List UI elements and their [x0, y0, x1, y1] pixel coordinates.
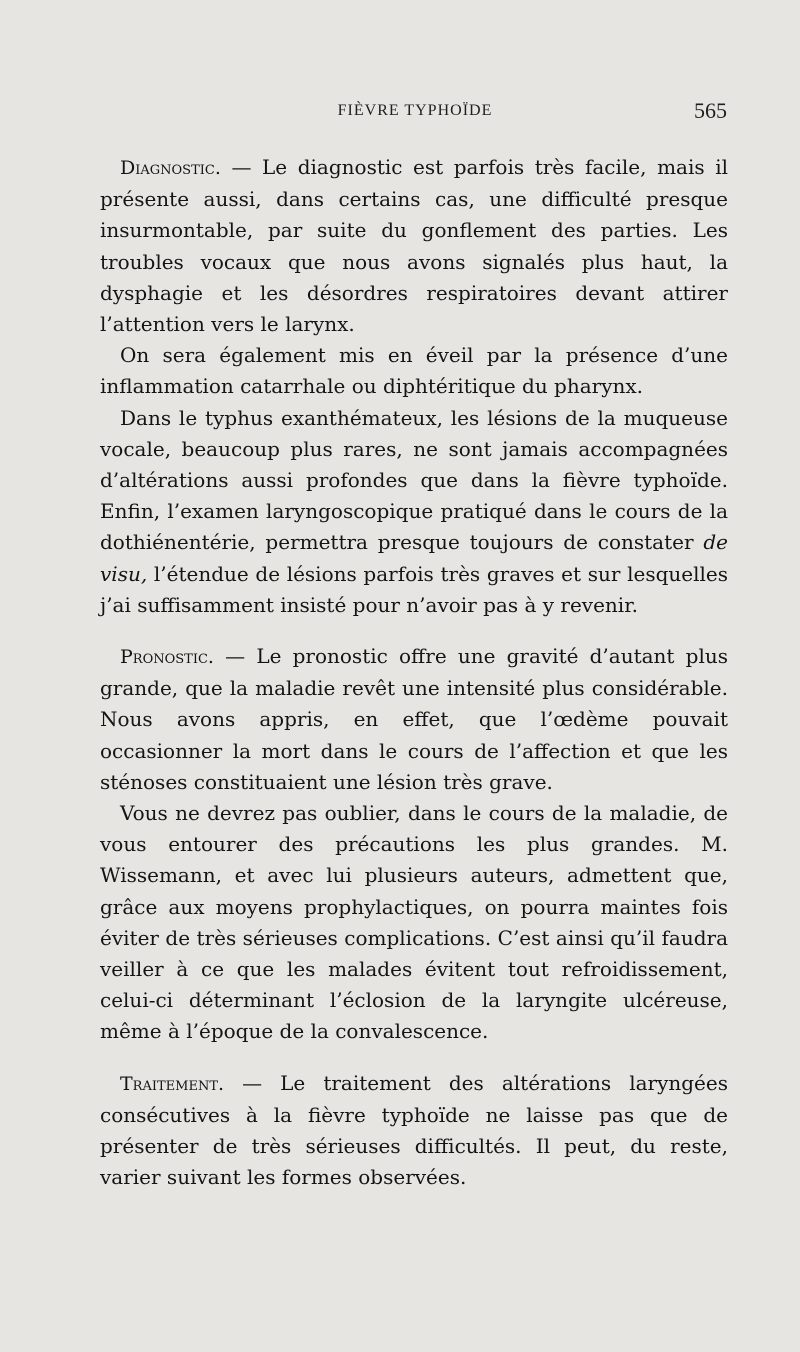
body-text: [100, 152, 728, 1194]
diagnostic-paragraph-2: On sera également mis en éveil par la présence d’une inflammation catarrhale ou diphtéritique du pharynx.: [100, 343, 728, 399]
diagnostic-paragraph-3: [100, 403, 728, 621]
page-header: [95, 98, 735, 132]
latin-phrase: de visu,: [100, 530, 728, 586]
section-gap: [100, 621, 728, 641]
diagnostic-paragraph-3-text-a: Dans le typhus exanthémateux, les lésions de la muqueuse vocale, beaucoup plus rares, ne sont jamais accompagnées d’altérations aussi profondes que dans la fièvre typhoïde. Enfin, l’examen laryngoscopique pratiqué dans le cours de la dothiénentérie, permettra presque toujours de constater: [100, 405, 728, 555]
pronostic-heading: Pronostic.: [120, 646, 214, 669]
diagnostic-heading: Diagnostic.: [120, 157, 221, 179]
traitement-heading: Traitement.: [120, 1072, 225, 1095]
page-number: 565: [694, 98, 727, 123]
running-title: FIÈVRE TYPHOÏDE: [337, 102, 493, 119]
traitement-paragraph-1: [100, 1068, 728, 1194]
diagnostic-paragraph-1: [100, 152, 728, 340]
traitement-paragraph-1-text: — Le traitement des altérations laryngées consécutives à la fièvre typhoïde ne laisse pas que de présenter de très sérieuses difficultés. Il peut, du reste, varier suivant les formes observées.: [100, 1070, 728, 1190]
pronostic-paragraph-1-text: — Le pronostic offre une gravité d’autant plus grande, que la maladie revêt une intensité plus considérable. Nous avons appris, en effet, que l’œdème pouvait occasionner la mort dans le cours de l’affection et que les sténoses constituaient une lésion très grave.: [100, 644, 728, 794]
diagnostic-paragraph-3-text-b: l’étendue de lésions parfois très graves et sur lesquelles j’ai suffisamment insisté pour n’avoir pas à y revenir.: [100, 561, 728, 617]
pronostic-paragraph-2: Vous ne devrez pas oublier, dans le cours de la maladie, de vous entourer des précautions les plus grandes. M. Wissemann, et avec lui plusieurs auteurs, admettent que, grâce aux moyens prophylactiques, on pourra maintes fois éviter de très sérieuses complications. C’est ainsi qu’il faudra veiller à ce que les malades évitent tout refroidissement, celui-ci déterminant l’éclosion de la laryngite ulcéreuse, même à l’époque de la convalescence.: [100, 801, 728, 1044]
section-gap: [100, 1048, 728, 1068]
pronostic-paragraph-1: [100, 641, 728, 798]
diagnostic-paragraph-1-text: — Le diagnostic est parfois très facile, mais il présente aussi, dans certains cas, une difficulté presque insurmontable, par suite du gonflement des parties. Les troubles vocaux que nous avons signalés plus haut, la dysphagie et les désordres respiratoires devant attirer l’attention vers le larynx.: [100, 155, 728, 337]
